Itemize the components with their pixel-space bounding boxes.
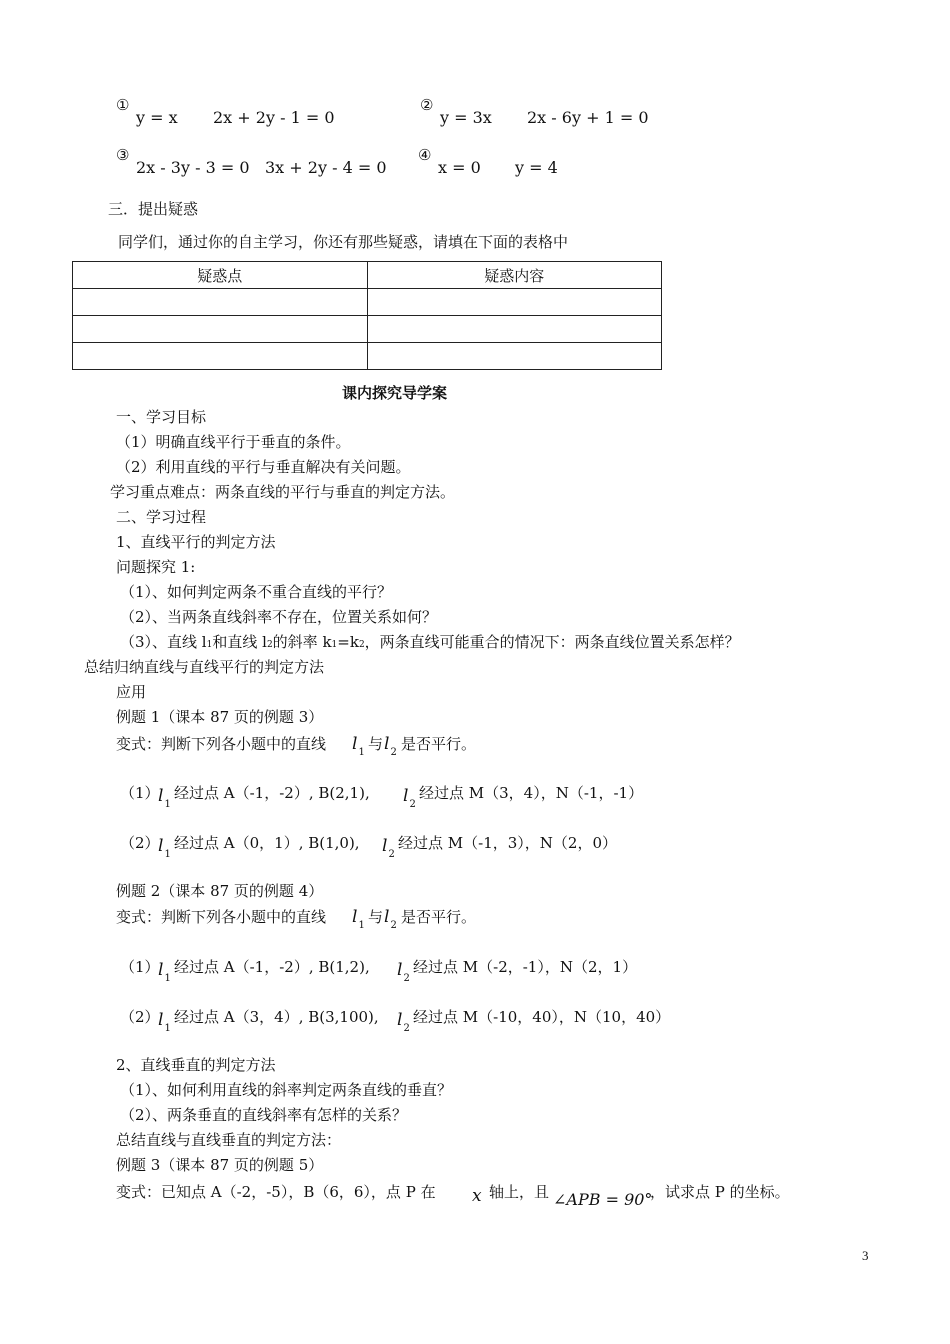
apply-label: 应用 — [116, 683, 147, 701]
equation-4a: x = 0 — [438, 158, 481, 177]
line-l2-symbol: $l_2$ — [403, 786, 416, 810]
table-cell[interactable] — [367, 289, 662, 316]
example-3-title: 例题 3（课本 87 页的例题 5） — [116, 1156, 324, 1174]
line-l1-symbol: $l_1$ — [158, 1010, 171, 1034]
variant-1-and: 与 — [368, 735, 384, 753]
line-l2-symbol: $l_2$ — [384, 734, 397, 758]
marker-3: ③ — [116, 146, 130, 164]
explore-title: 问题探究 1: — [116, 558, 196, 576]
variant-2-and: 与 — [368, 908, 384, 926]
page-number: 3 — [862, 1248, 869, 1263]
line-l2-symbol: $l_2$ — [384, 907, 397, 931]
perp-question-1: （1）、如何利用直线的斜率判定两条直线的垂直？ — [120, 1081, 453, 1099]
equation-1b: 2x + 2y - 1 = 0 — [213, 108, 335, 127]
table-cell[interactable] — [73, 289, 368, 316]
marker-4: ④ — [418, 146, 432, 164]
line-l1-symbol: $l_1$ — [158, 836, 171, 860]
equation-3a: 2x - 3y - 3 = 0 — [136, 158, 250, 177]
variant-1-prefix: 变式：判断下列各小题中的直线 — [116, 735, 327, 753]
perp-title: 2、直线垂直的判定方法 — [116, 1056, 276, 1074]
equation-4b: y = 4 — [515, 158, 558, 177]
ex1-item2-b: 经过点 M（-1，3），N（2，0） — [398, 834, 617, 852]
goal-2: （2）利用直线的平行与垂直解决有关问题。 — [116, 458, 411, 476]
line-l1-symbol: $l_1$ — [352, 734, 365, 758]
ex1-item1-index: （1） — [120, 784, 160, 802]
table-header-row — [73, 262, 662, 289]
marker-1: ① — [116, 96, 130, 114]
page-title: 课内探究导学案 — [342, 384, 448, 402]
equation-1a: y = x — [136, 108, 178, 127]
ex1-item2-a: 经过点 A（0，1）, B(1,0), — [174, 834, 360, 852]
line-l1-symbol: $l_1$ — [352, 907, 365, 931]
line-l2-symbol: $l_2$ — [397, 960, 410, 984]
table-header-doubt-point: 疑惑点 — [73, 262, 368, 289]
ex2-item1-index: （1） — [120, 958, 160, 976]
line-l1-symbol: $l_1$ — [158, 960, 171, 984]
angle-apb-expression: ∠APB = 90° — [553, 1190, 653, 1209]
line-l2-symbol: $l_2$ — [397, 1010, 410, 1034]
variant-2-suffix: 是否平行。 — [401, 908, 477, 926]
ex2-item1-b: 经过点 M（-2，-1），N（2，1） — [413, 958, 638, 976]
process-title: 二、学习过程 — [116, 508, 207, 526]
table-header-doubt-content: 疑惑内容 — [367, 262, 662, 289]
variant-1-suffix: 是否平行。 — [401, 735, 477, 753]
variant-2-prefix: 变式：判断下列各小题中的直线 — [116, 908, 327, 926]
marker-2: ② — [420, 96, 434, 114]
ex3-text-c: ，试求点 P 的坐标。 — [650, 1183, 790, 1201]
ex1-item1-b: 经过点 M（3，4），N（-1，-1） — [419, 784, 644, 802]
x-axis-symbol: x — [472, 1186, 482, 1206]
ex2-item2-index: （2） — [120, 1008, 160, 1026]
key-points: 学习重点难点：两条直线的平行与垂直的判定方法。 — [110, 483, 456, 501]
ex2-item2-a: 经过点 A（3，4）, B(3,100), — [174, 1008, 379, 1026]
equation-2a: y = 3x — [440, 108, 492, 127]
table-row — [73, 343, 662, 370]
goal-title: 一、学习目标 — [116, 408, 207, 426]
example-1-title: 例题 1（课本 87 页的例题 3） — [116, 708, 324, 726]
ex2-item2-b: 经过点 M（-10，40），N（10，40） — [413, 1008, 671, 1026]
ex1-item2-index: （2） — [120, 834, 160, 852]
table-row — [73, 289, 662, 316]
perp-question-2: （2）、两条垂直的直线斜率有怎样的关系？ — [120, 1106, 408, 1124]
question-3: （3）、直线 l1和直线 l2的斜率 k1=k2，两条直线可能重合的情况下：两条直线位置关系怎样？ — [120, 633, 740, 651]
table-cell[interactable] — [73, 316, 368, 343]
ex3-text-b: 轴上，且 — [489, 1183, 550, 1201]
question-1: （1）、如何判定两条不重合直线的平行？ — [120, 583, 393, 601]
table-cell[interactable] — [73, 343, 368, 370]
table-cell[interactable] — [367, 343, 662, 370]
example-2-title: 例题 2（课本 87 页的例题 4） — [116, 882, 324, 900]
goal-1: （1）明确直线平行于垂直的条件。 — [116, 433, 351, 451]
question-2: （2）、当两条直线斜率不存在，位置关系如何？ — [120, 608, 438, 626]
table-row — [73, 316, 662, 343]
section-doubts-title: 三．提出疑惑 — [108, 200, 199, 218]
summary-parallel: 总结归纳直线与直线平行的判定方法 — [84, 658, 325, 676]
ex2-item1-a: 经过点 A（-1，-2）, B(1,2), — [174, 958, 370, 976]
line-l1-symbol: $l_1$ — [158, 786, 171, 810]
ex3-text-a: 变式：已知点 A（-2，-5），B（6，6），点 P 在 — [116, 1183, 436, 1201]
doubts-table — [72, 261, 662, 370]
ex1-item1-a: 经过点 A（-1，-2）, B(2,1), — [174, 784, 370, 802]
summary-perp: 总结直线与直线垂直的判定方法： — [116, 1131, 342, 1149]
section-doubts-intro: 同学们，通过你的自主学习，你还有那些疑惑，请填在下面的表格中 — [118, 233, 569, 251]
equation-3b: 3x + 2y - 4 = 0 — [265, 158, 387, 177]
parallel-title: 1、直线平行的判定方法 — [116, 533, 276, 551]
line-l2-symbol: $l_2$ — [382, 836, 395, 860]
table-cell[interactable] — [367, 316, 662, 343]
equation-2b: 2x - 6y + 1 = 0 — [527, 108, 649, 127]
